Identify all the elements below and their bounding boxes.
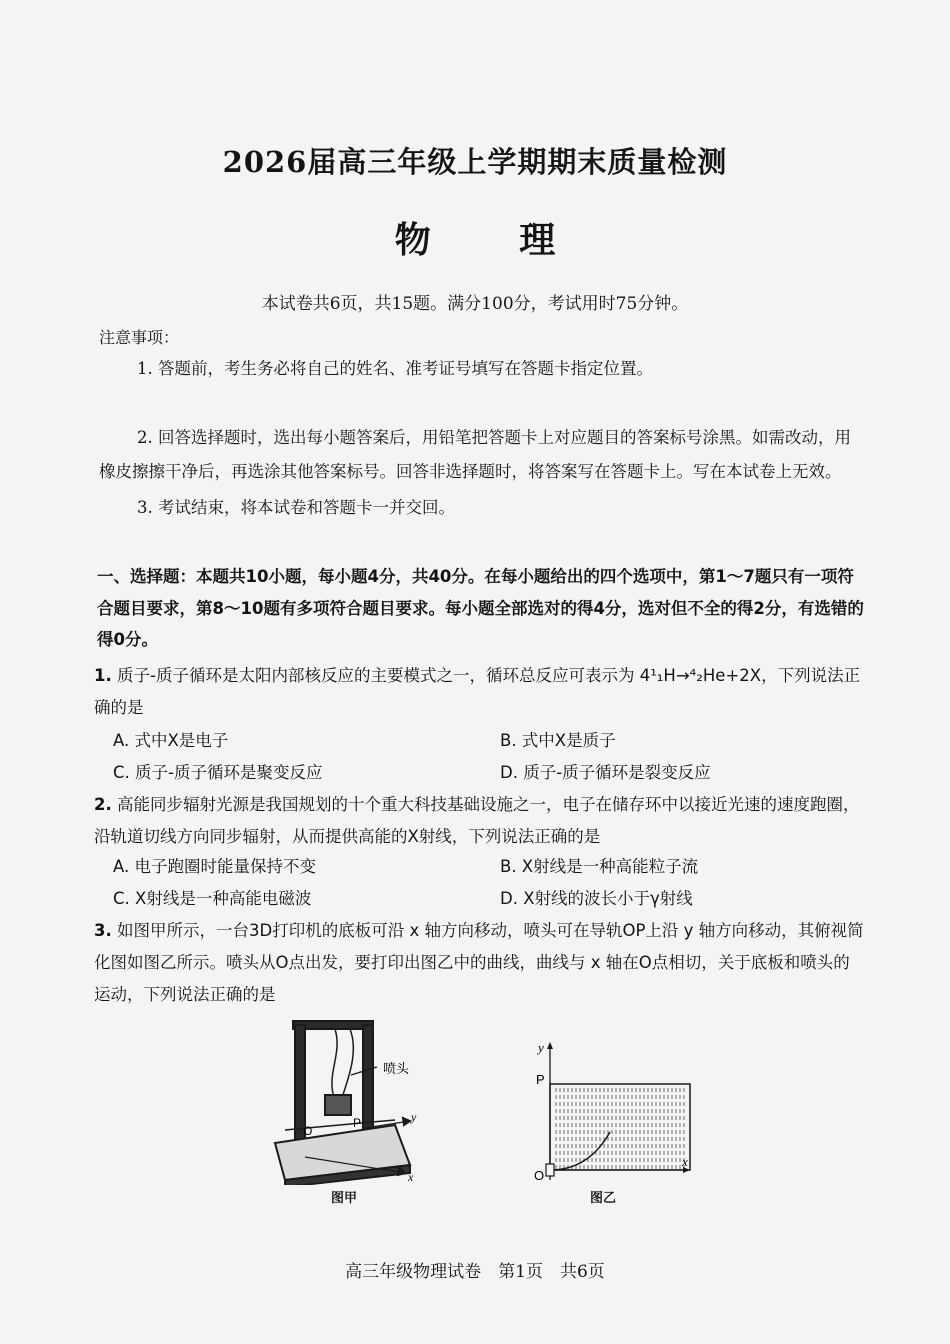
- axis-y-label: y: [411, 1110, 417, 1124]
- option-a: A. 式中X是电子: [113, 731, 229, 750]
- figure-yi-caption: 图乙: [590, 1191, 617, 1206]
- question-number: 1.: [94, 666, 112, 685]
- point-p-label: P: [536, 1072, 545, 1087]
- exam-info: 本试卷共6页，共15题。满分100分，考试用时75分钟。: [261, 294, 689, 314]
- notice-item: 2. 回答选择题时，选出每小题答案后，用铅笔把答题卡上对应题目的答案标号涂黑。如需改动，用橡皮擦擦干净后，再选涂其他答案标号。回答非选择题时，将答案写在答题卡上。写在本试卷上无效。: [99, 428, 851, 481]
- option-a: A. 电子跑圈时能量保持不变: [113, 857, 316, 876]
- subject-title: 物 理: [394, 219, 594, 261]
- section-instructions: 本题共10小题，每小题4分，共40分。在每小题给出的四个选项中，第1～7题只有一项符合题目要求，第8～10题有多项符合题目要求。每小题全部选对的得4分，选对但不全的得2分，有选错的得0分。: [97, 567, 864, 649]
- axis-x-label: x: [408, 1170, 414, 1184]
- question-stem: 质子-质子循环是太阳内部核反应的主要模式之一，循环总反应可表示为 4¹₁H→⁴₂He+2X，下列说法正确的是: [94, 666, 861, 717]
- axis-x-label: x: [682, 1154, 688, 1169]
- nozzle-label: 喷头: [383, 1061, 410, 1076]
- option-d: D. 质子-质子循环是裂变反应: [500, 763, 711, 782]
- question-number: 2.: [94, 795, 112, 814]
- question-2: [94, 789, 864, 853]
- point-o-label: O: [303, 1124, 313, 1138]
- option-c: C. X射线是一种高能电磁波: [113, 889, 312, 908]
- notice-item: 1. 答题前，考生务必将自己的姓名、准考证号填写在答题卡指定位置。: [137, 359, 653, 378]
- point-p-label: P: [353, 1116, 362, 1130]
- exam-title: 2026届高三年级上学期期末质量检测: [222, 145, 728, 179]
- section-heading: [97, 561, 867, 656]
- axis-y-label: y: [538, 1040, 544, 1055]
- option-d: D. X射线的波长小于γ射线: [500, 889, 693, 908]
- point-o-label: O: [534, 1168, 545, 1180]
- notice-title: 注意事项：: [99, 328, 180, 347]
- question-stem: 如图甲所示，一台3D打印机的底板可沿 x 轴方向移动，喷头可在导轨OP上沿 y 轴方向移动，其俯视简化图如图乙所示。喷头从O点出发，要打印出图乙中的曲线，曲线与 x 轴在O点相切，关于底板和喷头的运动，下列说法正确的是: [94, 921, 864, 1004]
- option-b: B. X射线是一种高能粒子流: [500, 857, 699, 876]
- figure-jia-caption: 图甲: [331, 1191, 358, 1206]
- question-3: [94, 915, 864, 1011]
- figure-yi-topview: [520, 1040, 700, 1180]
- figure-jia-printer: [265, 1015, 425, 1185]
- section-label: 一、选择题：: [97, 567, 196, 586]
- page-footer: 高三年级物理试卷 第1页 共6页: [345, 1262, 605, 1282]
- notice-item: 3. 考试结束，将本试卷和答题卡一并交回。: [137, 498, 455, 517]
- question-1: [94, 660, 864, 724]
- question-stem: 高能同步辐射光源是我国规划的十个重大科技基础设施之一，电子在储存环中以接近光速的速度跑圈，沿轨道切线方向同步辐射，从而提供高能的X射线，下列说法正确的是: [94, 795, 860, 846]
- option-b: B. 式中X是质子: [500, 731, 616, 750]
- question-number: 3.: [94, 921, 112, 940]
- option-c: C. 质子-质子循环是聚变反应: [113, 763, 323, 782]
